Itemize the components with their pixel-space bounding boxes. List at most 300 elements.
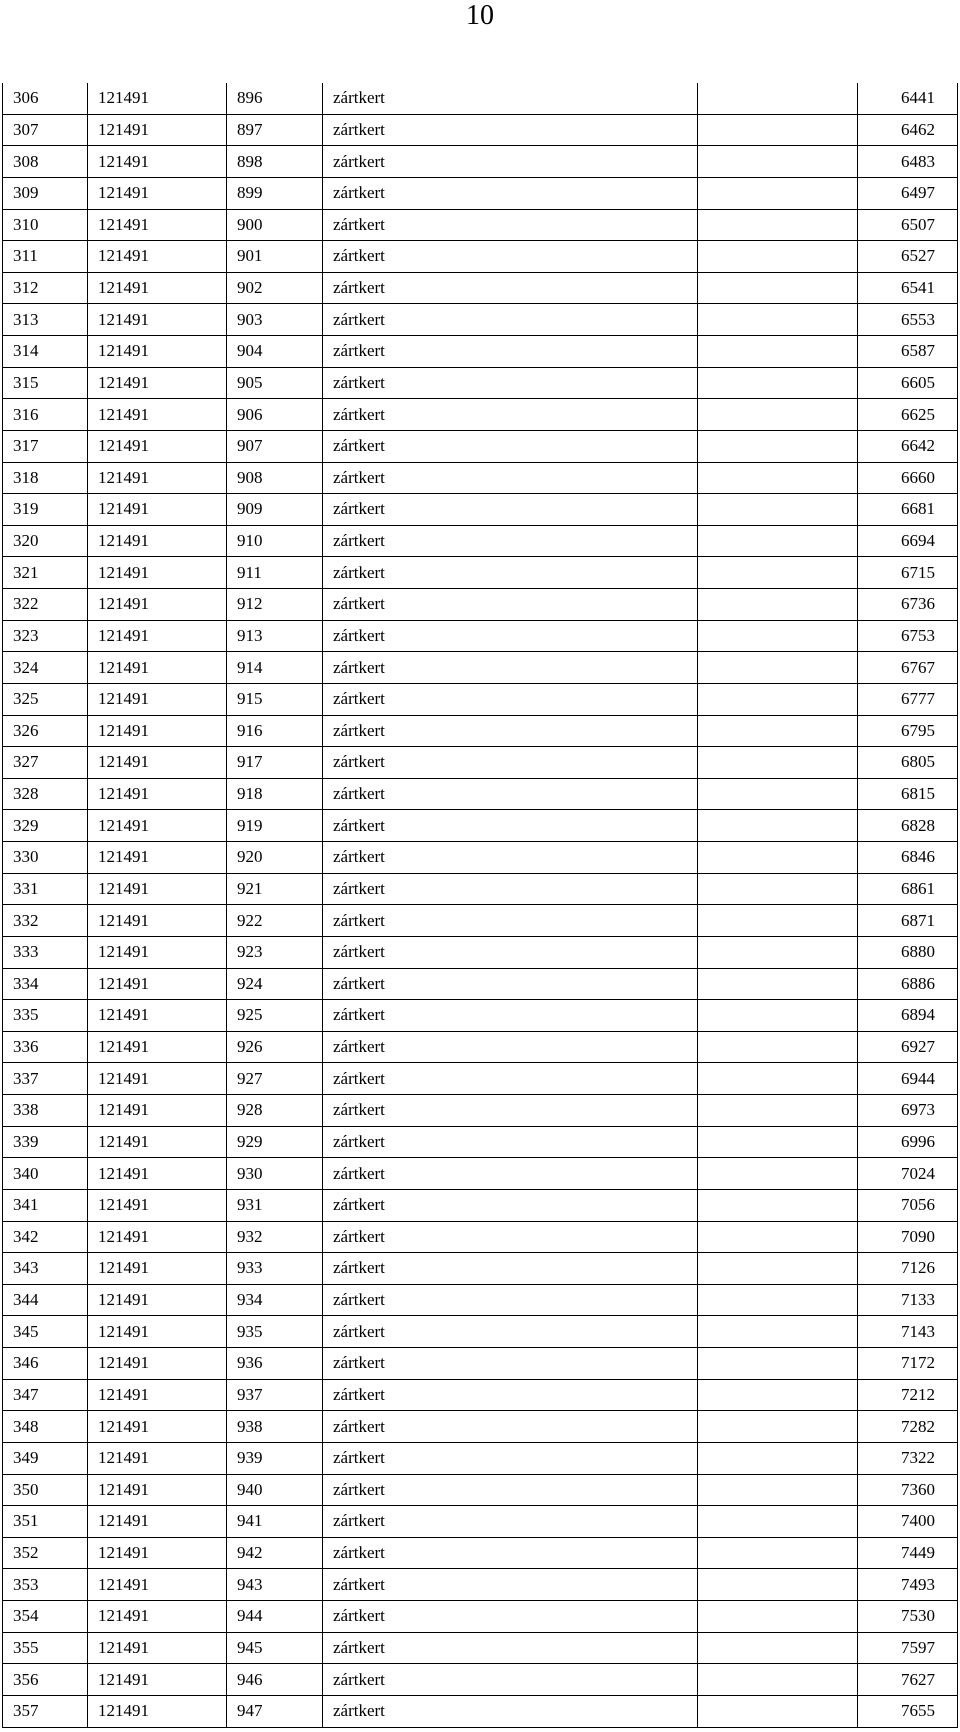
table-row — [3, 494, 958, 526]
code-cell: 121491 — [88, 873, 227, 905]
area-cell: 6497 — [858, 177, 958, 209]
empty-cell — [698, 1284, 858, 1316]
code-cell: 121491 — [88, 683, 227, 715]
land-type-cell: zártkert — [323, 1506, 698, 1538]
parcel-number-cell: 942 — [227, 1537, 323, 1569]
table-row — [3, 873, 958, 905]
page-number: 10 — [466, 0, 494, 31]
code-cell: 121491 — [88, 1474, 227, 1506]
code-cell: 121491 — [88, 146, 227, 178]
row-number-cell: 327 — [3, 747, 88, 779]
area-cell: 6767 — [858, 652, 958, 684]
empty-cell — [698, 1632, 858, 1664]
row-number-cell: 350 — [3, 1474, 88, 1506]
table-row — [3, 1474, 958, 1506]
row-number-cell: 338 — [3, 1095, 88, 1127]
area-cell: 6795 — [858, 715, 958, 747]
area-cell: 7449 — [858, 1537, 958, 1569]
row-number-cell: 319 — [3, 494, 88, 526]
row-number-cell: 325 — [3, 683, 88, 715]
area-cell: 7627 — [858, 1664, 958, 1696]
row-number-cell: 339 — [3, 1126, 88, 1158]
parcel-number-cell: 914 — [227, 652, 323, 684]
land-type-cell: zártkert — [323, 557, 698, 589]
land-type-cell: zártkert — [323, 936, 698, 968]
parcel-number-cell: 906 — [227, 399, 323, 431]
land-type-cell: zártkert — [323, 1063, 698, 1095]
empty-cell — [698, 146, 858, 178]
table-row — [3, 304, 958, 336]
area-cell: 7322 — [858, 1442, 958, 1474]
row-number-cell: 322 — [3, 589, 88, 621]
land-type-cell: zártkert — [323, 905, 698, 937]
code-cell: 121491 — [88, 1126, 227, 1158]
row-number-cell: 326 — [3, 715, 88, 747]
table-row — [3, 209, 958, 241]
row-number-cell: 318 — [3, 462, 88, 494]
empty-cell — [698, 1221, 858, 1253]
row-number-cell: 324 — [3, 652, 88, 684]
row-number-cell: 314 — [3, 336, 88, 368]
area-cell: 6507 — [858, 209, 958, 241]
row-number-cell: 347 — [3, 1379, 88, 1411]
code-cell: 121491 — [88, 1632, 227, 1664]
area-cell: 7655 — [858, 1695, 958, 1727]
row-number-cell: 328 — [3, 778, 88, 810]
parcel-number-cell: 943 — [227, 1569, 323, 1601]
row-number-cell: 346 — [3, 1348, 88, 1380]
land-type-cell: zártkert — [323, 430, 698, 462]
code-cell: 121491 — [88, 1031, 227, 1063]
row-number-cell: 308 — [3, 146, 88, 178]
empty-cell — [698, 1348, 858, 1380]
parcel-number-cell: 926 — [227, 1031, 323, 1063]
code-cell: 121491 — [88, 589, 227, 621]
empty-cell — [698, 209, 858, 241]
row-number-cell: 335 — [3, 1000, 88, 1032]
parcel-number-cell: 897 — [227, 114, 323, 146]
land-type-cell: zártkert — [323, 1158, 698, 1190]
row-number-cell: 321 — [3, 557, 88, 589]
land-type-cell: zártkert — [323, 272, 698, 304]
empty-cell — [698, 1506, 858, 1538]
parcel-number-cell: 912 — [227, 589, 323, 621]
empty-cell — [698, 525, 858, 557]
area-cell: 7282 — [858, 1411, 958, 1443]
code-cell: 121491 — [88, 620, 227, 652]
code-cell: 121491 — [88, 1189, 227, 1221]
area-cell: 7530 — [858, 1601, 958, 1633]
land-type-cell: zártkert — [323, 1601, 698, 1633]
parcel-number-cell: 946 — [227, 1664, 323, 1696]
area-cell: 7126 — [858, 1253, 958, 1285]
row-number-cell: 340 — [3, 1158, 88, 1190]
row-number-cell: 307 — [3, 114, 88, 146]
empty-cell — [698, 177, 858, 209]
land-type-cell: zártkert — [323, 399, 698, 431]
parcel-number-cell: 920 — [227, 842, 323, 874]
land-type-cell: zártkert — [323, 494, 698, 526]
area-cell: 6681 — [858, 494, 958, 526]
area-cell: 7597 — [858, 1632, 958, 1664]
row-number-cell: 352 — [3, 1537, 88, 1569]
land-type-cell: zártkert — [323, 209, 698, 241]
table-row — [3, 177, 958, 209]
area-cell: 6944 — [858, 1063, 958, 1095]
land-type-cell: zártkert — [323, 525, 698, 557]
empty-cell — [698, 1695, 858, 1727]
area-cell: 7133 — [858, 1284, 958, 1316]
area-cell: 6694 — [858, 525, 958, 557]
code-cell: 121491 — [88, 1348, 227, 1380]
table-row — [3, 430, 958, 462]
land-type-cell: zártkert — [323, 715, 698, 747]
table-row — [3, 1411, 958, 1443]
row-number-cell: 315 — [3, 367, 88, 399]
parcel-number-cell: 901 — [227, 241, 323, 273]
parcel-number-cell: 913 — [227, 620, 323, 652]
row-number-cell: 333 — [3, 936, 88, 968]
area-cell: 6736 — [858, 589, 958, 621]
code-cell: 121491 — [88, 367, 227, 399]
parcel-number-cell: 927 — [227, 1063, 323, 1095]
parcel-number-cell: 922 — [227, 905, 323, 937]
table-row — [3, 842, 958, 874]
code-cell: 121491 — [88, 968, 227, 1000]
land-type-cell: zártkert — [323, 589, 698, 621]
code-cell: 121491 — [88, 1000, 227, 1032]
land-type-cell: zártkert — [323, 1632, 698, 1664]
table-row — [3, 1253, 958, 1285]
parcel-number-cell: 944 — [227, 1601, 323, 1633]
parcel-number-cell: 937 — [227, 1379, 323, 1411]
parcel-number-cell: 905 — [227, 367, 323, 399]
code-cell: 121491 — [88, 1506, 227, 1538]
row-number-cell: 353 — [3, 1569, 88, 1601]
code-cell: 121491 — [88, 1063, 227, 1095]
empty-cell — [698, 873, 858, 905]
parcel-number-cell: 931 — [227, 1189, 323, 1221]
parcel-number-cell: 940 — [227, 1474, 323, 1506]
land-type-cell: zártkert — [323, 146, 698, 178]
empty-cell — [698, 1158, 858, 1190]
area-cell: 6886 — [858, 968, 958, 1000]
area-cell: 7212 — [858, 1379, 958, 1411]
area-cell: 6777 — [858, 683, 958, 715]
table-row — [3, 1664, 958, 1696]
table-row — [3, 241, 958, 273]
table-row — [3, 1221, 958, 1253]
area-cell: 7172 — [858, 1348, 958, 1380]
empty-cell — [698, 968, 858, 1000]
land-type-cell: zártkert — [323, 83, 698, 114]
area-cell: 6605 — [858, 367, 958, 399]
empty-cell — [698, 683, 858, 715]
empty-cell — [698, 1474, 858, 1506]
empty-cell — [698, 1000, 858, 1032]
empty-cell — [698, 905, 858, 937]
empty-cell — [698, 1189, 858, 1221]
table-row — [3, 1031, 958, 1063]
row-number-cell: 342 — [3, 1221, 88, 1253]
empty-cell — [698, 1411, 858, 1443]
area-cell: 7400 — [858, 1506, 958, 1538]
parcel-number-cell: 933 — [227, 1253, 323, 1285]
code-cell: 121491 — [88, 1601, 227, 1633]
empty-cell — [698, 1253, 858, 1285]
table-row — [3, 715, 958, 747]
empty-cell — [698, 241, 858, 273]
parcel-number-cell: 915 — [227, 683, 323, 715]
code-cell: 121491 — [88, 842, 227, 874]
parcel-number-cell: 923 — [227, 936, 323, 968]
area-cell: 6846 — [858, 842, 958, 874]
code-cell: 121491 — [88, 494, 227, 526]
parcel-number-cell: 918 — [227, 778, 323, 810]
code-cell: 121491 — [88, 304, 227, 336]
table-row — [3, 1569, 958, 1601]
row-number-cell: 330 — [3, 842, 88, 874]
table-row — [3, 367, 958, 399]
area-cell: 7143 — [858, 1316, 958, 1348]
empty-cell — [698, 620, 858, 652]
code-cell: 121491 — [88, 1664, 227, 1696]
row-number-cell: 357 — [3, 1695, 88, 1727]
parcel-number-cell: 929 — [227, 1126, 323, 1158]
area-cell: 6815 — [858, 778, 958, 810]
row-number-cell: 331 — [3, 873, 88, 905]
code-cell: 121491 — [88, 652, 227, 684]
table-row — [3, 114, 958, 146]
parcel-number-cell: 935 — [227, 1316, 323, 1348]
land-type-cell: zártkert — [323, 1695, 698, 1727]
row-number-cell: 313 — [3, 304, 88, 336]
row-number-cell: 317 — [3, 430, 88, 462]
code-cell: 121491 — [88, 177, 227, 209]
code-cell: 121491 — [88, 1284, 227, 1316]
parcel-number-cell: 924 — [227, 968, 323, 1000]
table-row — [3, 1537, 958, 1569]
area-cell: 6462 — [858, 114, 958, 146]
empty-cell — [698, 336, 858, 368]
table-row — [3, 462, 958, 494]
land-type-cell: zártkert — [323, 1442, 698, 1474]
land-type-cell: zártkert — [323, 1031, 698, 1063]
code-cell: 121491 — [88, 114, 227, 146]
row-number-cell: 306 — [3, 83, 88, 114]
empty-cell — [698, 494, 858, 526]
empty-cell — [698, 1379, 858, 1411]
code-cell: 121491 — [88, 1442, 227, 1474]
parcel-number-cell: 919 — [227, 810, 323, 842]
code-cell: 121491 — [88, 462, 227, 494]
area-cell: 6587 — [858, 336, 958, 368]
area-cell: 6880 — [858, 936, 958, 968]
area-cell: 6715 — [858, 557, 958, 589]
table-row — [3, 1379, 958, 1411]
table-row — [3, 83, 958, 114]
land-type-cell: zártkert — [323, 462, 698, 494]
empty-cell — [698, 1126, 858, 1158]
table-row — [3, 1632, 958, 1664]
parcel-table — [2, 83, 958, 1728]
parcel-number-cell: 941 — [227, 1506, 323, 1538]
row-number-cell: 336 — [3, 1031, 88, 1063]
table-row — [3, 1189, 958, 1221]
land-type-cell: zártkert — [323, 1569, 698, 1601]
parcel-number-cell: 916 — [227, 715, 323, 747]
land-type-cell: zártkert — [323, 1411, 698, 1443]
code-cell: 121491 — [88, 715, 227, 747]
row-number-cell: 311 — [3, 241, 88, 273]
empty-cell — [698, 842, 858, 874]
parcel-number-cell: 898 — [227, 146, 323, 178]
area-cell: 6871 — [858, 905, 958, 937]
parcel-number-cell: 925 — [227, 1000, 323, 1032]
row-number-cell: 312 — [3, 272, 88, 304]
code-cell: 121491 — [88, 1569, 227, 1601]
parcel-number-cell: 904 — [227, 336, 323, 368]
row-number-cell: 351 — [3, 1506, 88, 1538]
area-cell: 7360 — [858, 1474, 958, 1506]
parcel-number-cell: 939 — [227, 1442, 323, 1474]
row-number-cell: 332 — [3, 905, 88, 937]
row-number-cell: 337 — [3, 1063, 88, 1095]
code-cell: 121491 — [88, 399, 227, 431]
code-cell: 121491 — [88, 778, 227, 810]
row-number-cell: 343 — [3, 1253, 88, 1285]
parcel-number-cell: 917 — [227, 747, 323, 779]
code-cell: 121491 — [88, 430, 227, 462]
code-cell: 121491 — [88, 557, 227, 589]
land-type-cell: zártkert — [323, 1537, 698, 1569]
empty-cell — [698, 778, 858, 810]
area-cell: 7024 — [858, 1158, 958, 1190]
table-row — [3, 557, 958, 589]
code-cell: 121491 — [88, 1221, 227, 1253]
code-cell: 121491 — [88, 747, 227, 779]
parcel-number-cell: 903 — [227, 304, 323, 336]
land-type-cell: zártkert — [323, 1348, 698, 1380]
empty-cell — [698, 462, 858, 494]
land-type-cell: zártkert — [323, 1474, 698, 1506]
land-type-cell: zártkert — [323, 336, 698, 368]
land-type-cell: zártkert — [323, 1253, 698, 1285]
code-cell: 121491 — [88, 810, 227, 842]
land-type-cell: zártkert — [323, 842, 698, 874]
parcel-number-cell: 909 — [227, 494, 323, 526]
empty-cell — [698, 83, 858, 114]
table-row — [3, 1348, 958, 1380]
row-number-cell: 323 — [3, 620, 88, 652]
land-type-cell: zártkert — [323, 810, 698, 842]
table-row — [3, 1695, 958, 1727]
table-row — [3, 589, 958, 621]
code-cell: 121491 — [88, 336, 227, 368]
code-cell: 121491 — [88, 1095, 227, 1127]
parcel-number-cell: 945 — [227, 1632, 323, 1664]
empty-cell — [698, 1601, 858, 1633]
empty-cell — [698, 810, 858, 842]
code-cell: 121491 — [88, 272, 227, 304]
table-row — [3, 810, 958, 842]
row-number-cell: 349 — [3, 1442, 88, 1474]
code-cell: 121491 — [88, 936, 227, 968]
row-number-cell: 334 — [3, 968, 88, 1000]
empty-cell — [698, 1442, 858, 1474]
area-cell: 7056 — [858, 1189, 958, 1221]
empty-cell — [698, 936, 858, 968]
table-row — [3, 1126, 958, 1158]
row-number-cell: 354 — [3, 1601, 88, 1633]
empty-cell — [698, 114, 858, 146]
area-cell: 6483 — [858, 146, 958, 178]
parcel-number-cell: 934 — [227, 1284, 323, 1316]
parcel-number-cell: 938 — [227, 1411, 323, 1443]
table-row — [3, 399, 958, 431]
land-type-cell: zártkert — [323, 1095, 698, 1127]
land-type-cell: zártkert — [323, 114, 698, 146]
empty-cell — [698, 1537, 858, 1569]
code-cell: 121491 — [88, 1537, 227, 1569]
table-row — [3, 336, 958, 368]
table-row — [3, 905, 958, 937]
land-type-cell: zártkert — [323, 1126, 698, 1158]
row-number-cell: 310 — [3, 209, 88, 241]
code-cell: 121491 — [88, 1379, 227, 1411]
empty-cell — [698, 715, 858, 747]
area-cell: 6553 — [858, 304, 958, 336]
row-number-cell: 309 — [3, 177, 88, 209]
empty-cell — [698, 589, 858, 621]
land-type-cell: zártkert — [323, 968, 698, 1000]
parcel-number-cell: 896 — [227, 83, 323, 114]
empty-cell — [698, 272, 858, 304]
area-cell: 6973 — [858, 1095, 958, 1127]
row-number-cell: 345 — [3, 1316, 88, 1348]
area-cell: 7090 — [858, 1221, 958, 1253]
land-type-cell: zártkert — [323, 241, 698, 273]
area-cell: 6441 — [858, 83, 958, 114]
land-type-cell: zártkert — [323, 1316, 698, 1348]
code-cell: 121491 — [88, 83, 227, 114]
land-type-cell: zártkert — [323, 367, 698, 399]
table-row — [3, 936, 958, 968]
empty-cell — [698, 304, 858, 336]
area-cell: 7493 — [858, 1569, 958, 1601]
table-row — [3, 652, 958, 684]
parcel-number-cell: 908 — [227, 462, 323, 494]
land-type-cell: zártkert — [323, 747, 698, 779]
area-cell: 6527 — [858, 241, 958, 273]
code-cell: 121491 — [88, 1253, 227, 1285]
row-number-cell: 348 — [3, 1411, 88, 1443]
code-cell: 121491 — [88, 241, 227, 273]
area-cell: 6861 — [858, 873, 958, 905]
parcel-number-cell: 936 — [227, 1348, 323, 1380]
land-type-cell: zártkert — [323, 620, 698, 652]
code-cell: 121491 — [88, 525, 227, 557]
area-cell: 6541 — [858, 272, 958, 304]
table-row — [3, 1158, 958, 1190]
empty-cell — [698, 747, 858, 779]
table-row — [3, 1442, 958, 1474]
parcel-number-cell: 899 — [227, 177, 323, 209]
empty-cell — [698, 1664, 858, 1696]
row-number-cell: 344 — [3, 1284, 88, 1316]
table-row — [3, 778, 958, 810]
empty-cell — [698, 1063, 858, 1095]
